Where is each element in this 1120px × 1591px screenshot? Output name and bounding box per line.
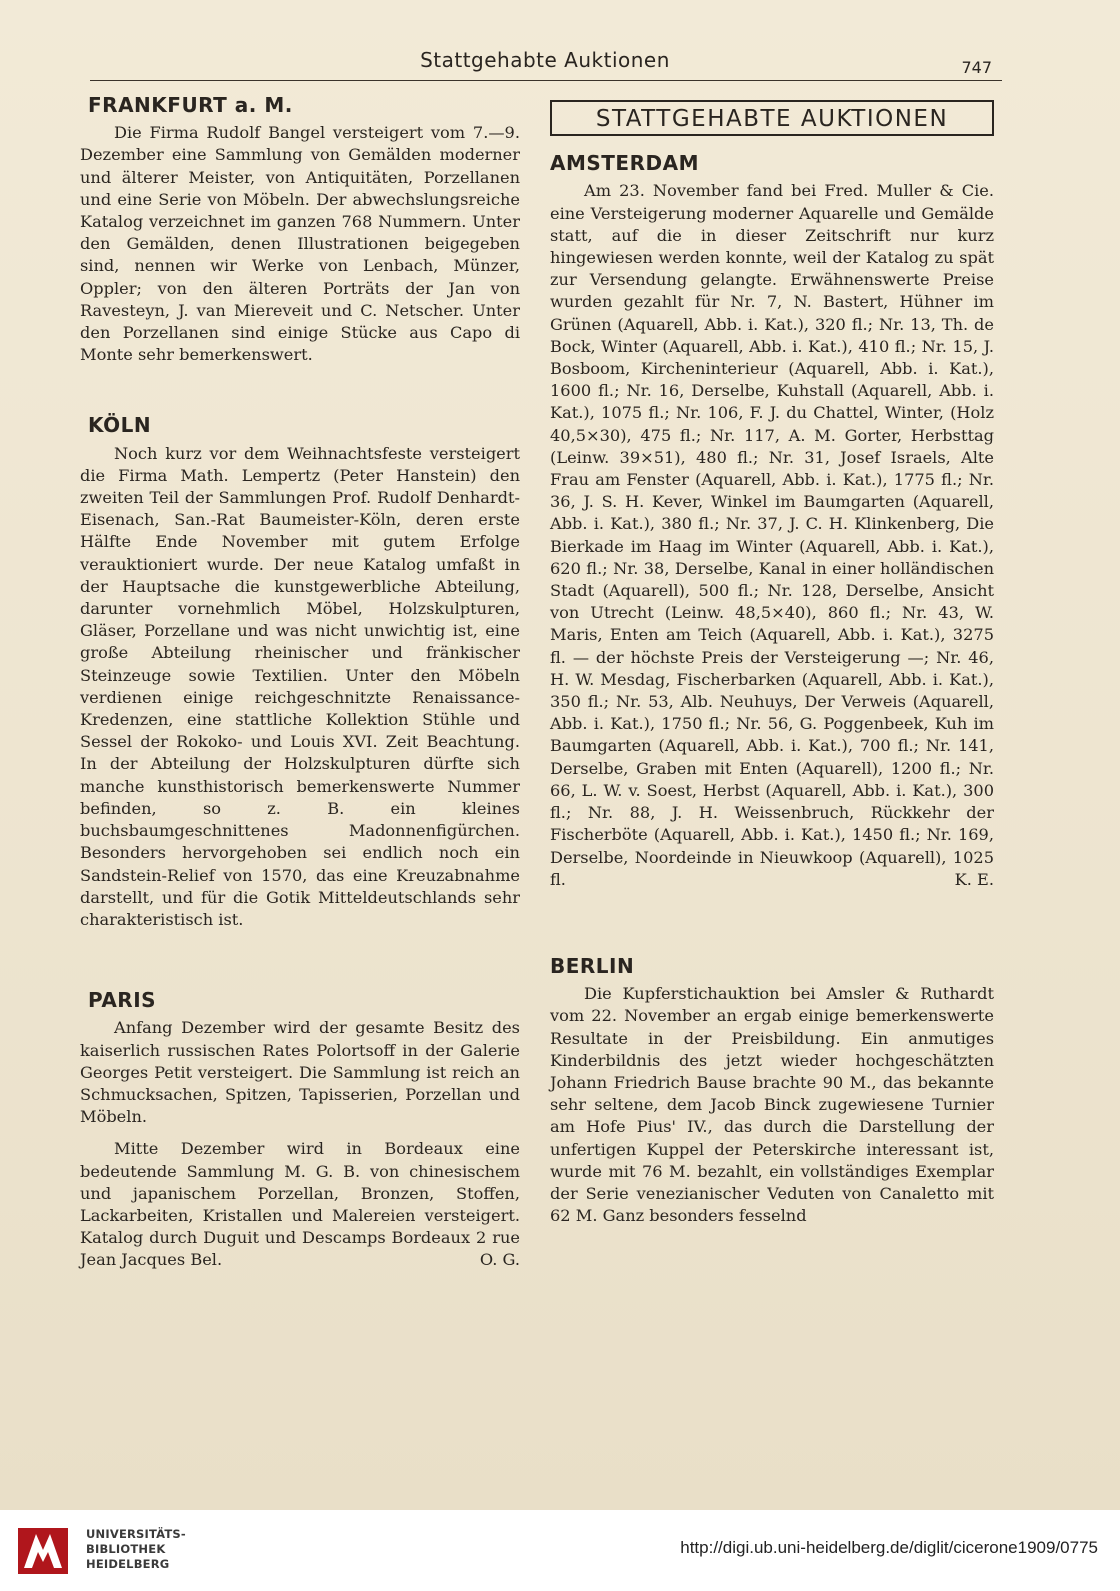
article-amsterdam bbox=[550, 180, 994, 891]
right-column bbox=[550, 94, 994, 1227]
library-line: BIBLIOTHEK bbox=[86, 1542, 166, 1556]
section-gap bbox=[80, 931, 520, 989]
heading-koeln: KÖLN bbox=[88, 413, 152, 438]
heading-paris: PARIS bbox=[88, 988, 157, 1013]
page-number: 747 bbox=[961, 58, 992, 77]
library-name bbox=[86, 1527, 186, 1572]
footer-bar bbox=[0, 1510, 1120, 1591]
library-line: UNIVERSITÄTS- bbox=[86, 1527, 186, 1541]
article-paris-2 bbox=[80, 1138, 520, 1271]
article-koeln: Noch kurz vor dem Weihnachtsfeste versteigert die Firma Math. Lempertz (Peter Hanstein) den zweiten Teil der Sammlungen Prof. Rudolf Denhardt-Eisenach, San.-Rat Baumeister-Köln, deren erste Hälfte Ende November mit gutem Erfolge verauktioniert wurde. Der neue Katalog umfaßt in der Hauptsache die kunstgewerbliche Abteilung, darunter vornehmlich Möbel, Holzskulpturen, Gläser, Porzellane und was nicht unwichtig ist, eine große Abteilung rheinischer und fränkischer Steinzeuge sowie Textilien. Unter den Möbeln verdienen einige reichgeschnitzte Renaissance-Kredenzen, eine stattliche Kollektion Stühle und Sessel der Rokoko- und Louis XVI. Zeit Beachtung. In der Abteilung der Holzskulpturen dürfte sich manche kunsthistorisch bemerkenswerte Nummer befinden, so z. B. ein kleines buchsbaumgeschnittenes Madonnenfigürchen. Besonders hervorgehoben sei endlich noch ein Sandstein-Relief von 1570, das eine Kreuzabnahme darstellt, und für die Gotik Mitteldeutschlands sehr charakteristisch ist. bbox=[80, 443, 520, 929]
running-title: Stattgehabte Auktionen bbox=[420, 48, 670, 72]
article-amsterdam-text: Am 23. November fand bei Fred. Muller & Cie. eine Versteigerung moderner Aquarelle und Gemälde statt, auf die in dieser Zeitschrift nur kurz hingewiesen werden konnte, weil der Katalog zu spät zur Versendung gelangte. Erwähnenswerte Preise wurden gezahlt für Nr. 7, N. Bastert, Hühner im Grünen (Aquarell, Abb. i. Kat.), 320 fl.; Nr. 13, Th. de Bock, Winter (Aquarell, Abb. i. Kat.), 410 fl.; Nr. 15, J. Bosboom, Kircheninterieur (Aquarell, Abb. i. Kat.), 1600 fl.; Nr. 16, Derselbe, Kuhstall (Aquarell, Abb. i. Kat.), 1075 fl.; Nr. 106, F. J. du Chattel, Winter, (Holz 40,5×30), 475 fl.; Nr. 117, A. M. Gorter, Herbsttag (Leinw. 39×51), 480 fl.; Nr. 31, Josef Israels, Alte Frau am Fenster (Aquarell, Abb. i. Kat.), 1775 fl.; Nr. 36, J. S. H. Kever, Winkel im Baumgarten (Aquarell, Abb. i. Kat.), 380 fl.; Nr. 37, J. C. H. Klinkenberg, Die Bierkade im Haag im Winter (Aquarell, Abb. i. Kat.), 620 fl.; Nr. 38, Derselbe, Kanal in einer holländischen Stadt (Aquarell), 500 fl.; Nr. 128, Derselbe, Ansicht von Utrecht (Leinw. 48,5×40), 860 fl.; Nr. 43, W. Maris, Enten am Teich (Aquarell, Abb. i. Kat.), 3275 fl. — der höchste Preis der Versteigerung —; Nr. 46, H. W. Mesdag, Fischerbarken (Aquarell, Abb. i. Kat.), 350 fl.; Nr. 53, Alb. Neuhuys, Der Verweis (Aquarell, Abb. i. Kat.), 1750 fl.; Nr. 56, G. Poggenbeek, Kuh im Baumgarten (Aquarell, Abb. i. Kat.), 700 fl.; Nr. 141, Derselbe, Graben mit Enten (Aquarell), 1200 fl.; Nr. 66, L. W. v. Soest, Herbst (Aquarell, Abb. i. Kat.), 300 fl.; Nr. 88, J. H. Weissenbruch, Rückkehr der Fischerböte (Aquarell, Abb. i. Kat.), 1450 fl.; Nr. 169, Derselbe, Noordeinde in Nieuwkoop (Aquarell), 1025 fl. bbox=[550, 181, 994, 889]
left-column bbox=[80, 94, 520, 1272]
article-paris-1: Anfang Dezember wird der gesamte Besitz des kaiserlich russischen Rates Polortsoff in der Galerie Georges Petit versteigert. Die Sammlung ist reich an Schmucksachen, Spitzen, Tapisserien, Porzellan und Möbeln. bbox=[80, 1018, 520, 1127]
signature-og: O. G. bbox=[479, 1250, 520, 1270]
header-rule bbox=[90, 80, 1002, 81]
heading-amsterdam: AMSTERDAM bbox=[550, 151, 699, 176]
library-line: HEIDELBERG bbox=[86, 1557, 170, 1571]
section-gap bbox=[80, 366, 520, 414]
running-head bbox=[90, 44, 1000, 78]
source-url-link[interactable]: http://digi.ub.uni-heidelberg.de/diglit/cicerone1909/0775 bbox=[680, 1538, 1098, 1557]
signature-ke: K. E. bbox=[954, 869, 994, 889]
heading-berlin: BERLIN bbox=[550, 953, 635, 978]
article-frankfurt: Die Firma Rudolf Bangel versteigert vom 7.—9. Dezember eine Sammlung von Gemälden moderner und älterer Meister, von Antiquitäten, Porzellanen und eine Serie von Möbeln. Der abwechslungsreiche Katalog verzeichnet im ganzen 768 Nummern. Unter den Gemälden, denen Illustrationen beigegeben sind, nennen wir Werke von Lenbach, Münzer, Oppler; von den älteren Porträts der Jan von Ravesteyn, J. van Miereveit und C. Netscher. Unter den Porzellanen sind einige Stücke aus Capo di Monte sehr bemerkenswert. bbox=[80, 123, 520, 365]
boxed-section-title: STATTGEHABTE AUKTIONEN bbox=[550, 100, 994, 136]
article-paris-2-text: Mitte Dezember wird in Bordeaux eine bedeutende Sammlung M. G. B. von chinesischem und japanischem Porzellan, Bronzen, Stoffen, Lackarbeiten, Kristallen und Malereien versteigert. Katalog durch Duguit und Descamps Bordeaux 2 rue Jean Jacques Bel. bbox=[80, 1139, 520, 1270]
heading-frankfurt: FRANKFURT a. M. bbox=[88, 93, 293, 117]
university-seal-icon bbox=[14, 1522, 72, 1580]
section-gap bbox=[550, 891, 994, 955]
article-berlin: Die Kupferstichauktion bei Amsler & Ruthardt vom 22. November an ergab einige bemerkenswerte Resultate in der Preisbildung. Ein anmutiges Kinderbildnis des jetzt wieder hochgeschätzten Johann Friedrich Bause brachte 90 M., das bekannte sehr seltene, dem Jacob Binck zugewiesene Turnier am Hofe Pius' IV., das durch die Darstellung der unfertigen Kuppel der Peterskirche interessant ist, wurde mit 76 M. bezahlt, ein vollständiges Exemplar der Serie venezianischer Veduten von Canaletto mit 62 M. Ganz besonders fesselnd bbox=[550, 984, 994, 1226]
